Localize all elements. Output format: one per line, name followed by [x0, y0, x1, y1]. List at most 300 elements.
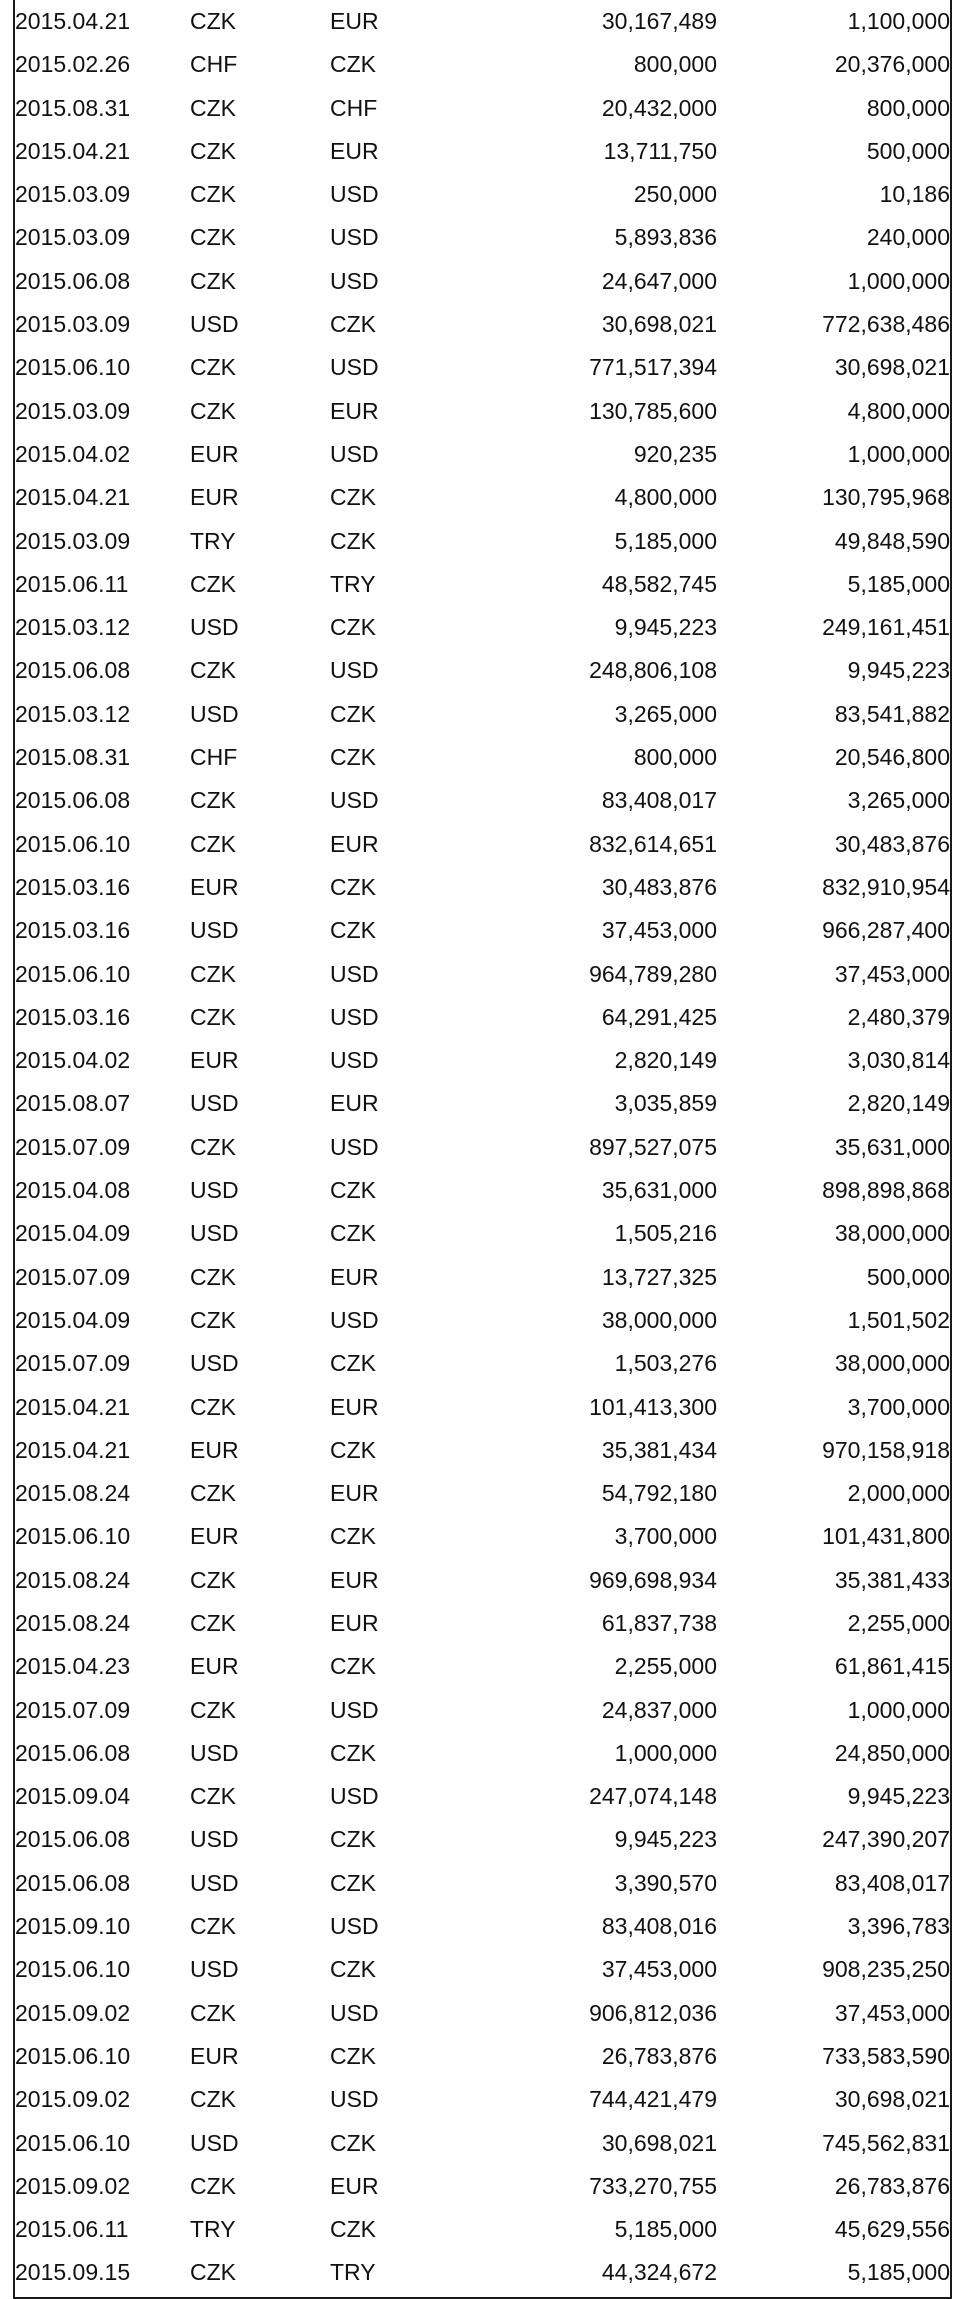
from-currency-cell: EUR [190, 2042, 239, 2069]
to-currency-cell: CZK [330, 2129, 376, 2156]
to-currency-cell: EUR [330, 1263, 379, 1290]
to-currency-cell: CZK [330, 1350, 376, 1377]
table-row [15, 1775, 950, 1818]
amount-to-cell: 4,800,000 [847, 397, 950, 424]
amount-from-cell: 83,408,017 [601, 787, 717, 814]
date-cell: 2015.06.08 [15, 267, 131, 294]
date-cell: 2015.08.31 [15, 94, 131, 121]
amount-to-cell: 83,541,882 [834, 700, 950, 727]
table-row [15, 1602, 950, 1645]
to-currency-cell: EUR [330, 2172, 379, 2199]
from-currency-cell: CZK [190, 1133, 236, 1160]
from-currency-cell: CZK [190, 1306, 236, 1333]
from-currency-cell: EUR [190, 1436, 239, 1463]
amount-to-cell: 49,848,590 [834, 527, 950, 554]
to-currency-cell: CHF [330, 94, 378, 121]
amount-to-cell: 1,000,000 [847, 267, 950, 294]
amount-to-cell: 37,453,000 [834, 1999, 950, 2026]
from-currency-cell: USD [190, 1956, 239, 1983]
amount-from-cell: 969,698,934 [589, 1566, 717, 1593]
amount-to-cell: 9,945,223 [847, 1783, 950, 1810]
amount-from-cell: 30,483,876 [601, 873, 717, 900]
to-currency-cell: CZK [330, 1523, 376, 1550]
to-currency-cell: CZK [330, 917, 376, 944]
amount-to-cell: 1,000,000 [847, 440, 950, 467]
from-currency-cell: CZK [190, 1999, 236, 2026]
to-currency-cell: TRY [330, 570, 376, 597]
table-row [15, 736, 950, 779]
amount-from-cell: 744,421,479 [589, 2086, 717, 2113]
from-currency-cell: CHF [190, 744, 238, 771]
amount-from-cell: 1,505,216 [614, 1220, 717, 1247]
amount-to-cell: 1,501,502 [847, 1306, 950, 1333]
from-currency-cell: CZK [190, 1480, 236, 1507]
table-row [15, 260, 950, 303]
to-currency-cell: EUR [330, 1393, 379, 1420]
table-row [15, 779, 950, 822]
date-cell: 2015.06.10 [15, 2042, 131, 2069]
table-row [15, 2208, 950, 2251]
date-cell: 2015.03.09 [15, 527, 131, 554]
table-row [15, 1299, 950, 1342]
to-currency-cell: EUR [330, 1566, 379, 1593]
to-currency-cell: CZK [330, 1869, 376, 1896]
date-cell: 2015.04.08 [15, 1177, 131, 1204]
table-row [15, 303, 950, 346]
from-currency-cell: CZK [190, 787, 236, 814]
date-cell: 2015.04.21 [15, 1436, 131, 1463]
to-currency-cell: USD [330, 1913, 379, 1940]
from-currency-cell: CZK [190, 397, 236, 424]
table-row [15, 1645, 950, 1688]
table-row [15, 866, 950, 909]
date-cell: 2015.06.10 [15, 2129, 131, 2156]
amount-from-cell: 906,812,036 [589, 1999, 717, 2026]
transactions-table-body [15, 0, 950, 2295]
amount-from-cell: 3,700,000 [614, 1523, 717, 1550]
amount-to-cell: 1,100,000 [847, 8, 950, 34]
table-row [15, 823, 950, 866]
date-cell: 2015.03.09 [15, 311, 131, 338]
amount-to-cell: 249,161,451 [822, 614, 950, 641]
amount-to-cell: 38,000,000 [834, 1220, 950, 1247]
from-currency-cell: CZK [190, 2172, 236, 2199]
to-currency-cell: USD [330, 657, 379, 684]
from-currency-cell: CZK [190, 657, 236, 684]
amount-from-cell: 44,324,672 [601, 2259, 717, 2286]
date-cell: 2015.09.15 [15, 2259, 131, 2286]
from-currency-cell: USD [190, 1350, 239, 1377]
table-row [15, 1429, 950, 1472]
date-cell: 2015.04.21 [15, 1393, 131, 1420]
from-currency-cell: USD [190, 1826, 239, 1853]
from-currency-cell: CHF [190, 51, 238, 78]
from-currency-cell: USD [190, 700, 239, 727]
table-row [15, 1256, 950, 1299]
to-currency-cell: CZK [330, 614, 376, 641]
from-currency-cell: EUR [190, 440, 239, 467]
amount-to-cell: 9,945,223 [847, 657, 950, 684]
date-cell: 2015.03.09 [15, 181, 131, 208]
from-currency-cell: USD [190, 614, 239, 641]
amount-to-cell: 247,390,207 [822, 1826, 950, 1853]
amount-to-cell: 2,255,000 [847, 1609, 950, 1636]
to-currency-cell: CZK [330, 1653, 376, 1680]
table-row [15, 1126, 950, 1169]
from-currency-cell: CZK [190, 2259, 236, 2286]
from-currency-cell: EUR [190, 1047, 239, 1074]
amount-from-cell: 4,800,000 [614, 484, 717, 511]
to-currency-cell: USD [330, 1047, 379, 1074]
from-currency-cell: CZK [190, 1003, 236, 1030]
from-currency-cell: CZK [190, 1263, 236, 1290]
from-currency-cell: EUR [190, 1653, 239, 1680]
table-row [15, 1342, 950, 1385]
date-cell: 2015.09.02 [15, 2086, 131, 2113]
amount-to-cell: 500,000 [866, 1263, 950, 1290]
table-row [15, 520, 950, 563]
from-currency-cell: USD [190, 1869, 239, 1896]
from-currency-cell: CZK [190, 1609, 236, 1636]
from-currency-cell: CZK [190, 94, 236, 121]
from-currency-cell: EUR [190, 873, 239, 900]
table-row [15, 1948, 950, 1991]
table-row [15, 43, 950, 86]
from-currency-cell: USD [190, 1220, 239, 1247]
date-cell: 2015.04.02 [15, 1047, 131, 1074]
table-row [15, 0, 950, 43]
amount-to-cell: 20,546,800 [834, 744, 950, 771]
table-row [15, 1472, 950, 1515]
transactions-table [15, 0, 950, 2295]
amount-to-cell: 2,480,379 [847, 1003, 950, 1030]
table-row [15, 1169, 950, 1212]
amount-to-cell: 832,910,954 [822, 873, 950, 900]
amount-from-cell: 3,390,570 [614, 1869, 717, 1896]
date-cell: 2015.06.10 [15, 830, 131, 857]
table-row [15, 996, 950, 1039]
amount-to-cell: 61,861,415 [834, 1653, 950, 1680]
amount-to-cell: 10,186 [879, 181, 950, 208]
table-row [15, 87, 950, 130]
amount-to-cell: 5,185,000 [847, 570, 950, 597]
from-currency-cell: CZK [190, 1696, 236, 1723]
to-currency-cell: CZK [330, 744, 376, 771]
amount-to-cell: 30,483,876 [834, 830, 950, 857]
amount-to-cell: 500,000 [866, 137, 950, 164]
amount-from-cell: 2,255,000 [614, 1653, 717, 1680]
to-currency-cell: CZK [330, 484, 376, 511]
to-currency-cell: CZK [330, 527, 376, 554]
date-cell: 2015.09.02 [15, 2172, 131, 2199]
amount-to-cell: 3,396,783 [847, 1913, 950, 1940]
date-cell: 2015.04.21 [15, 8, 131, 34]
amount-from-cell: 24,837,000 [601, 1696, 717, 1723]
date-cell: 2015.09.10 [15, 1913, 131, 1940]
table-row [15, 346, 950, 389]
amount-from-cell: 26,783,876 [601, 2042, 717, 2069]
amount-to-cell: 5,185,000 [847, 2259, 950, 2286]
date-cell: 2015.02.26 [15, 51, 131, 78]
to-currency-cell: CZK [330, 1177, 376, 1204]
to-currency-cell: CZK [330, 1826, 376, 1853]
amount-to-cell: 898,898,868 [822, 1177, 950, 1204]
table-row [15, 1515, 950, 1558]
to-currency-cell: USD [330, 267, 379, 294]
amount-from-cell: 2,820,149 [614, 1047, 717, 1074]
to-currency-cell: USD [330, 1133, 379, 1160]
to-currency-cell: USD [330, 1696, 379, 1723]
amount-from-cell: 64,291,425 [601, 1003, 717, 1030]
date-cell: 2015.08.24 [15, 1566, 131, 1593]
amount-from-cell: 101,413,300 [589, 1393, 717, 1420]
amount-to-cell: 130,795,968 [822, 484, 950, 511]
to-currency-cell: USD [330, 440, 379, 467]
table-row [15, 2035, 950, 2078]
amount-to-cell: 35,381,433 [834, 1566, 950, 1593]
amount-from-cell: 920,235 [633, 440, 717, 467]
amount-from-cell: 13,711,750 [603, 137, 717, 164]
table-row [15, 2122, 950, 2165]
amount-from-cell: 30,698,021 [601, 311, 717, 338]
to-currency-cell: EUR [330, 397, 379, 424]
date-cell: 2015.04.23 [15, 1653, 131, 1680]
amount-from-cell: 37,453,000 [601, 1956, 717, 1983]
from-currency-cell: CZK [190, 960, 236, 987]
amount-from-cell: 35,381,434 [601, 1436, 717, 1463]
from-currency-cell: USD [190, 2129, 239, 2156]
to-currency-cell: EUR [330, 8, 379, 34]
to-currency-cell: CZK [330, 1436, 376, 1463]
from-currency-cell: CZK [190, 830, 236, 857]
from-currency-cell: EUR [190, 1523, 239, 1550]
table-row [15, 1732, 950, 1775]
table-row [15, 1212, 950, 1255]
table-row [15, 1992, 950, 2035]
amount-from-cell: 54,792,180 [601, 1480, 717, 1507]
date-cell: 2015.06.10 [15, 354, 131, 381]
date-cell: 2015.08.24 [15, 1480, 131, 1507]
table-row [15, 1386, 950, 1429]
from-currency-cell: CZK [190, 181, 236, 208]
from-currency-cell: CZK [190, 354, 236, 381]
table-row [15, 1082, 950, 1125]
from-currency-cell: CZK [190, 2086, 236, 2113]
amount-to-cell: 3,700,000 [847, 1393, 950, 1420]
table-row [15, 1905, 950, 1948]
amount-from-cell: 1,000,000 [614, 1739, 717, 1766]
amount-from-cell: 37,453,000 [601, 917, 717, 944]
date-cell: 2015.06.08 [15, 657, 131, 684]
to-currency-cell: USD [330, 1999, 379, 2026]
date-cell: 2015.03.16 [15, 917, 131, 944]
date-cell: 2015.06.10 [15, 960, 131, 987]
date-cell: 2015.06.08 [15, 1869, 131, 1896]
table-row [15, 693, 950, 736]
amount-from-cell: 1,503,276 [614, 1350, 717, 1377]
date-cell: 2015.03.12 [15, 614, 131, 641]
amount-from-cell: 38,000,000 [601, 1306, 717, 1333]
table-row [15, 2251, 950, 2294]
from-currency-cell: CZK [190, 1393, 236, 1420]
to-currency-cell: USD [330, 1783, 379, 1810]
to-currency-cell: USD [330, 354, 379, 381]
right-border-line [950, 0, 952, 2299]
amount-to-cell: 745,562,831 [822, 2129, 950, 2156]
amount-to-cell: 38,000,000 [834, 1350, 950, 1377]
from-currency-cell: TRY [190, 527, 236, 554]
from-currency-cell: CZK [190, 137, 236, 164]
amount-from-cell: 5,185,000 [614, 527, 717, 554]
amount-from-cell: 5,893,836 [614, 224, 717, 251]
date-cell: 2015.04.21 [15, 137, 131, 164]
amount-to-cell: 3,265,000 [847, 787, 950, 814]
from-currency-cell: USD [190, 917, 239, 944]
amount-from-cell: 24,647,000 [601, 267, 717, 294]
amount-to-cell: 20,376,000 [834, 51, 950, 78]
to-currency-cell: CZK [330, 1956, 376, 1983]
amount-from-cell: 3,265,000 [614, 700, 717, 727]
table-row [15, 476, 950, 519]
date-cell: 2015.03.09 [15, 224, 131, 251]
to-currency-cell: USD [330, 1306, 379, 1333]
amount-to-cell: 30,698,021 [834, 2086, 950, 2113]
amount-from-cell: 9,945,223 [614, 614, 717, 641]
date-cell: 2015.03.09 [15, 397, 131, 424]
amount-to-cell: 908,235,250 [822, 1956, 950, 1983]
from-currency-cell: USD [190, 1090, 239, 1117]
date-cell: 2015.08.07 [15, 1090, 131, 1117]
to-currency-cell: CZK [330, 2216, 376, 2243]
table-row [15, 390, 950, 433]
amount-from-cell: 832,614,651 [589, 830, 717, 857]
table-row [15, 2165, 950, 2208]
from-currency-cell: TRY [190, 2216, 236, 2243]
to-currency-cell: CZK [330, 873, 376, 900]
from-currency-cell: USD [190, 311, 239, 338]
date-cell: 2015.06.10 [15, 1523, 131, 1550]
date-cell: 2015.07.09 [15, 1696, 131, 1723]
amount-from-cell: 9,945,223 [614, 1826, 717, 1853]
to-currency-cell: CZK [330, 1220, 376, 1247]
date-cell: 2015.07.09 [15, 1263, 131, 1290]
date-cell: 2015.09.04 [15, 1783, 131, 1810]
to-currency-cell: USD [330, 181, 379, 208]
from-currency-cell: USD [190, 1739, 239, 1766]
table-row [15, 606, 950, 649]
amount-to-cell: 733,583,590 [822, 2042, 950, 2069]
date-cell: 2015.04.09 [15, 1220, 131, 1247]
table-row [15, 563, 950, 606]
amount-from-cell: 35,631,000 [601, 1177, 717, 1204]
date-cell: 2015.03.16 [15, 873, 131, 900]
date-cell: 2015.03.16 [15, 1003, 131, 1030]
to-currency-cell: USD [330, 960, 379, 987]
amount-from-cell: 250,000 [633, 181, 717, 208]
amount-from-cell: 130,785,600 [589, 397, 717, 424]
amount-from-cell: 30,167,489 [601, 8, 717, 34]
amount-to-cell: 45,629,556 [834, 2216, 950, 2243]
to-currency-cell: CZK [330, 311, 376, 338]
table-row [15, 1689, 950, 1732]
amount-from-cell: 771,517,394 [589, 354, 717, 381]
amount-from-cell: 800,000 [633, 51, 717, 78]
amount-from-cell: 964,789,280 [589, 960, 717, 987]
to-currency-cell: EUR [330, 137, 379, 164]
amount-from-cell: 800,000 [633, 744, 717, 771]
amount-from-cell: 61,837,738 [601, 1609, 717, 1636]
amount-to-cell: 26,783,876 [834, 2172, 950, 2199]
amount-to-cell: 24,850,000 [834, 1739, 950, 1766]
date-cell: 2015.08.24 [15, 1609, 131, 1636]
date-cell: 2015.07.09 [15, 1133, 131, 1160]
from-currency-cell: CZK [190, 267, 236, 294]
amount-to-cell: 800,000 [866, 94, 950, 121]
date-cell: 2015.03.12 [15, 700, 131, 727]
date-cell: 2015.07.09 [15, 1350, 131, 1377]
to-currency-cell: CZK [330, 2042, 376, 2069]
amount-to-cell: 101,431,800 [822, 1523, 950, 1550]
date-cell: 2015.04.09 [15, 1306, 131, 1333]
from-currency-cell: CZK [190, 8, 236, 34]
amount-from-cell: 897,527,075 [589, 1133, 717, 1160]
date-cell: 2015.08.31 [15, 744, 131, 771]
amount-from-cell: 13,727,325 [601, 1263, 717, 1290]
from-currency-cell: CZK [190, 224, 236, 251]
amount-to-cell: 37,453,000 [834, 960, 950, 987]
date-cell: 2015.06.08 [15, 787, 131, 814]
from-currency-cell: CZK [190, 570, 236, 597]
date-cell: 2015.06.08 [15, 1826, 131, 1853]
amount-from-cell: 5,185,000 [614, 2216, 717, 2243]
to-currency-cell: CZK [330, 700, 376, 727]
to-currency-cell: EUR [330, 1609, 379, 1636]
to-currency-cell: EUR [330, 830, 379, 857]
amount-from-cell: 30,698,021 [601, 2129, 717, 2156]
table-row [15, 2078, 950, 2121]
to-currency-cell: EUR [330, 1480, 379, 1507]
amount-to-cell: 35,631,000 [834, 1133, 950, 1160]
amount-from-cell: 3,035,859 [614, 1090, 717, 1117]
amount-from-cell: 248,806,108 [589, 657, 717, 684]
date-cell: 2015.04.02 [15, 440, 131, 467]
table-row [15, 216, 950, 259]
amount-from-cell: 247,074,148 [589, 1783, 717, 1810]
from-currency-cell: CZK [190, 1566, 236, 1593]
to-currency-cell: USD [330, 1003, 379, 1030]
table-row [15, 173, 950, 216]
date-cell: 2015.06.08 [15, 1739, 131, 1766]
amount-to-cell: 2,000,000 [847, 1480, 950, 1507]
date-cell: 2015.06.10 [15, 1956, 131, 1983]
amount-to-cell: 1,000,000 [847, 1696, 950, 1723]
table-row [15, 649, 950, 692]
table-row [15, 1862, 950, 1905]
amount-from-cell: 83,408,016 [601, 1913, 717, 1940]
from-currency-cell: CZK [190, 1913, 236, 1940]
to-currency-cell: USD [330, 224, 379, 251]
table-row [15, 1559, 950, 1602]
to-currency-cell: USD [330, 2086, 379, 2113]
to-currency-cell: EUR [330, 1090, 379, 1117]
to-currency-cell: USD [330, 787, 379, 814]
date-cell: 2015.06.11 [15, 2216, 129, 2243]
table-row [15, 909, 950, 952]
amount-to-cell: 966,287,400 [822, 917, 950, 944]
amount-to-cell: 3,030,814 [847, 1047, 950, 1074]
date-cell: 2015.04.21 [15, 484, 131, 511]
amount-from-cell: 48,582,745 [601, 570, 717, 597]
